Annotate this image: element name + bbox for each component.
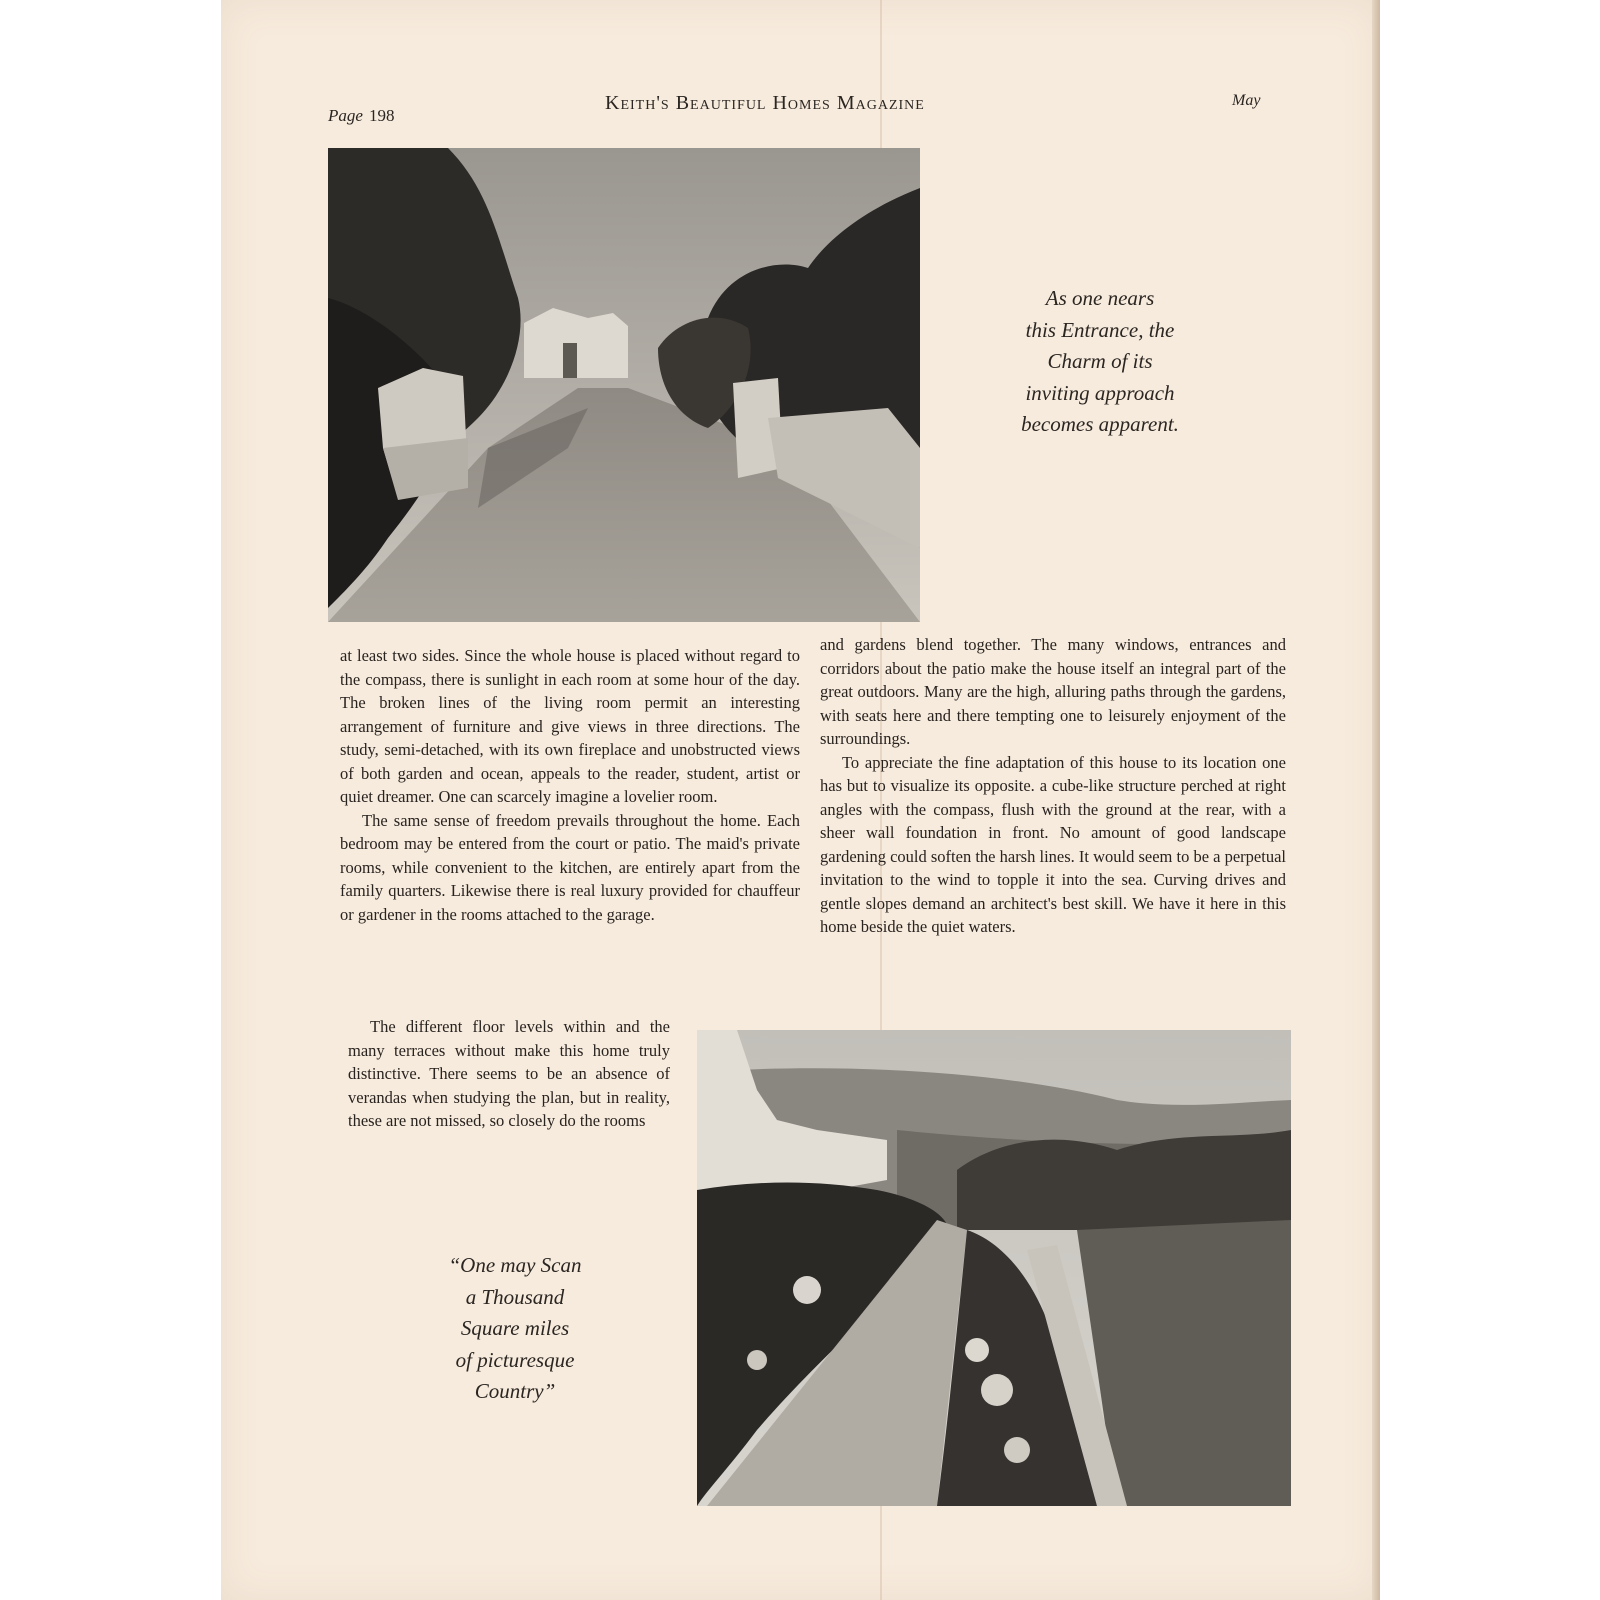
garden-path-photo <box>697 1030 1291 1506</box>
page-number: Page 198 <box>328 106 395 125</box>
article-paragraph: The same sense of freedom prevails throughout the home. Each bedroom may be entered from the court or patio. The maid's private rooms, while convenient to the kitchen, are entirely apart from the family quarters. Likewise there is real luxury provided for chauffeur or gardener in the rooms attached to the garage. <box>340 810 800 924</box>
article-column-left-continued <box>348 1015 670 1133</box>
page-edge <box>1372 0 1380 1600</box>
article-column-right <box>820 633 1286 939</box>
entrance-caption: As one nears this Entrance, the Charm of its inviting approach becomes apparent. <box>1021 286 1179 436</box>
article-paragraph: To appreciate the fine adaptation of this house to its location one has but to visualize its opposite. a cube-like structure perched at right angles with the compass, flush with the ground at the rear, with a sheer wall foundation in front. No amount of good landscape gardening could soften the harsh lines. It would seem to be a perpetual invitation to the wind to topple it into the sea. Curving drives and gentle slopes demand an architect's best skill. We have it here in this home beside the quiet waters. <box>820 752 1286 936</box>
article-paragraph: The different floor levels within and the many terraces without make this home truly distinctive. There seems to be an absence of verandas when studying the plan, but in reality, these are not missed, so closely do the rooms <box>348 1017 670 1130</box>
entrance-photo <box>328 148 920 622</box>
issue-month: May <box>1232 92 1261 109</box>
article-paragraph: and gardens blend together. The many windows, entrances and corridors about the patio make the house itself an integral part of the great outdoors. Many are the high, alluring paths through the gardens, with seats here and there tempting one to leisurely enjoyment of the surroundings. <box>820 635 1286 748</box>
article-column-left <box>340 644 800 926</box>
article-paragraph: at least two sides. Since the whole house is placed without regard to the compass, there is sunlight in each room at some hour of the day. The broken lines of the living room permit an interesting arrangement of furniture and give views in three directions. The study, semi-detached, with its own fireplace and unobstructed views of both garden and ocean, appeals to the reader, student, artist or quiet dreamer. One can scarcely imagine a lovelier room. <box>340 646 800 806</box>
page-header <box>0 92 1600 125</box>
scan-caption: “One may Scan a Thousand Square miles of picturesque Country” <box>448 1253 582 1403</box>
magazine-title: Keith's Beautiful Homes Magazine <box>605 92 925 114</box>
